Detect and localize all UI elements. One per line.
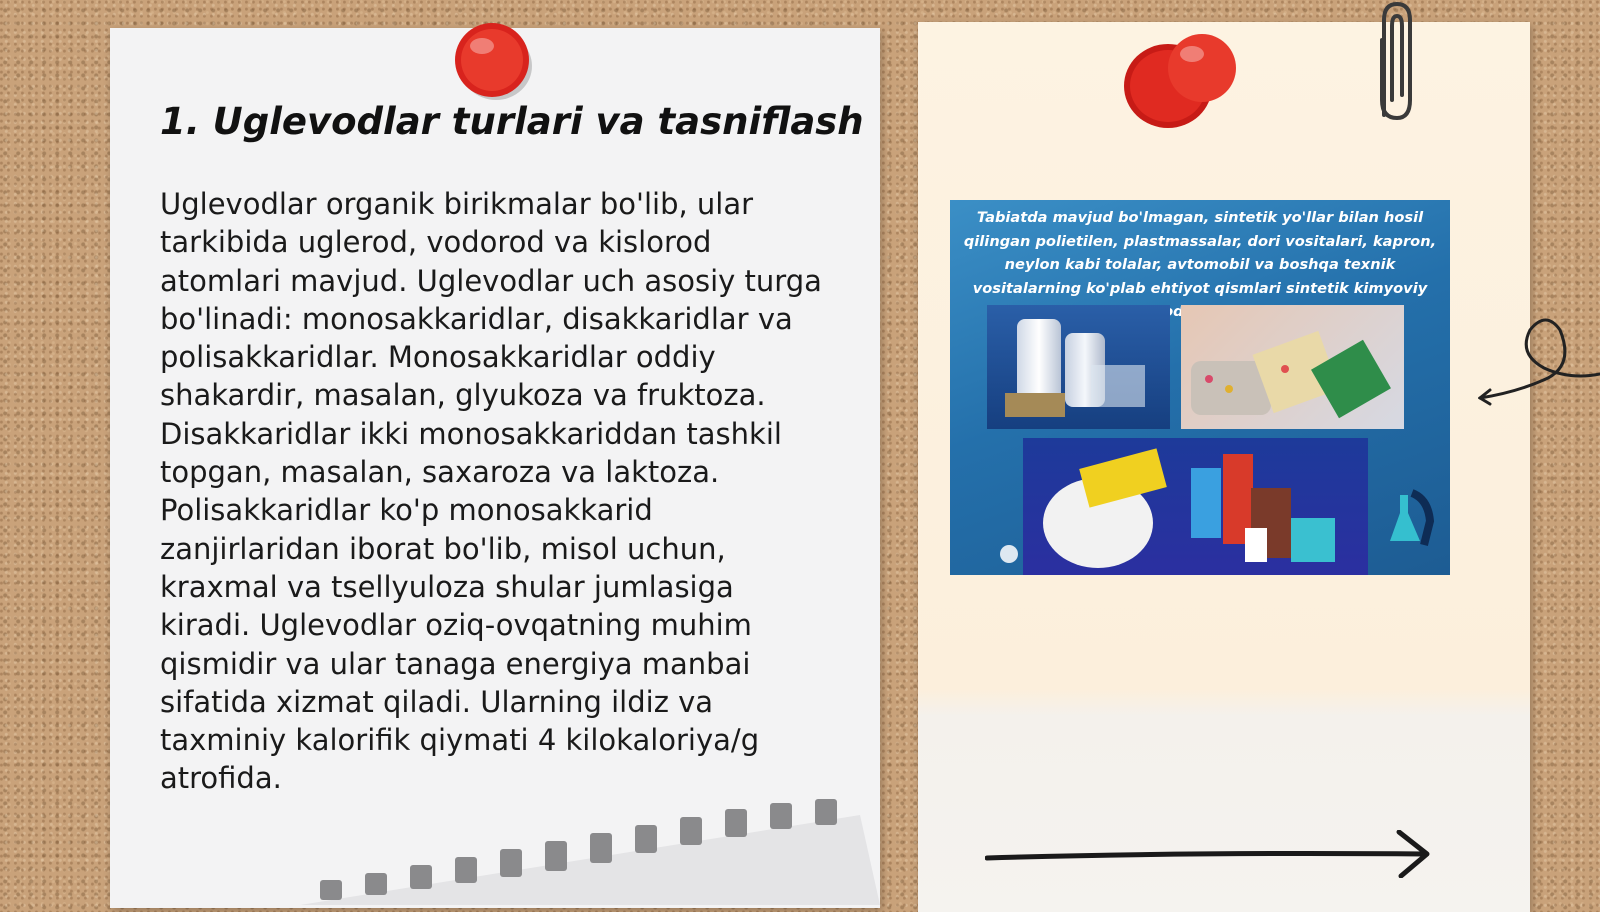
plastic-tableware-photo — [1023, 438, 1368, 575]
slide-body-text: Uglevodlar organik birikmalar bo'lib, ular tarkibida uglerod, vodorod va kislorod atomlari mavjud. Uglevodlar uch asosiy turga bo'linadi: monosakkaridlar, disakkaridlar va polisakkaridlar. Monosakkaridlar oddiy shakardir, masalan, glyukoza va fruktoza. Disakkaridlar ikki monosakkariddan tashkil topgan, masalan, saxaroza va laktoza. Polisakkaridlar ko'p monosakkarid zanjirlaridan iborat bo'lib, misol uchun, kraxmal va tsellyuloza shular jumlasiga kiradi. Uglevodlar oziq-ovqatning muhim qismidir va ular tanaga energiya manbai sifatida xizmat qiladi. Ularning ildiz va taxminiy kalorifik qiymati 4 kilokaloriya/g atrofida. — [160, 187, 822, 796]
medicine-pills-photo — [1181, 305, 1404, 429]
synthetic-materials-image — [950, 200, 1450, 575]
right-arrow-icon — [985, 830, 1447, 878]
image-caption: Tabiatda mavjud bo'lmagan, sintetik yo'llar bilan hosil qilingan polietilen, plastmassalar, dori vositalari, kapron, neylon kabi tolalar, avtomobil va boshqa texnik vositalarning ko'plab ehtiyot qismlari sintetik kimyoviy — [963, 209, 1437, 297]
spiral-binding-decoration — [300, 795, 880, 905]
plastic-rolls-photo — [987, 305, 1170, 429]
paperclip-icon — [1370, 0, 1418, 125]
lab-flask-icon — [1378, 485, 1438, 555]
squiggle-arrow-decoration — [1478, 310, 1600, 410]
pushpin-icon — [452, 20, 534, 104]
pushpin-side-icon — [1122, 30, 1237, 132]
slide-title: 1. Uglevodlar turlari va tasniflash — [160, 100, 864, 143]
